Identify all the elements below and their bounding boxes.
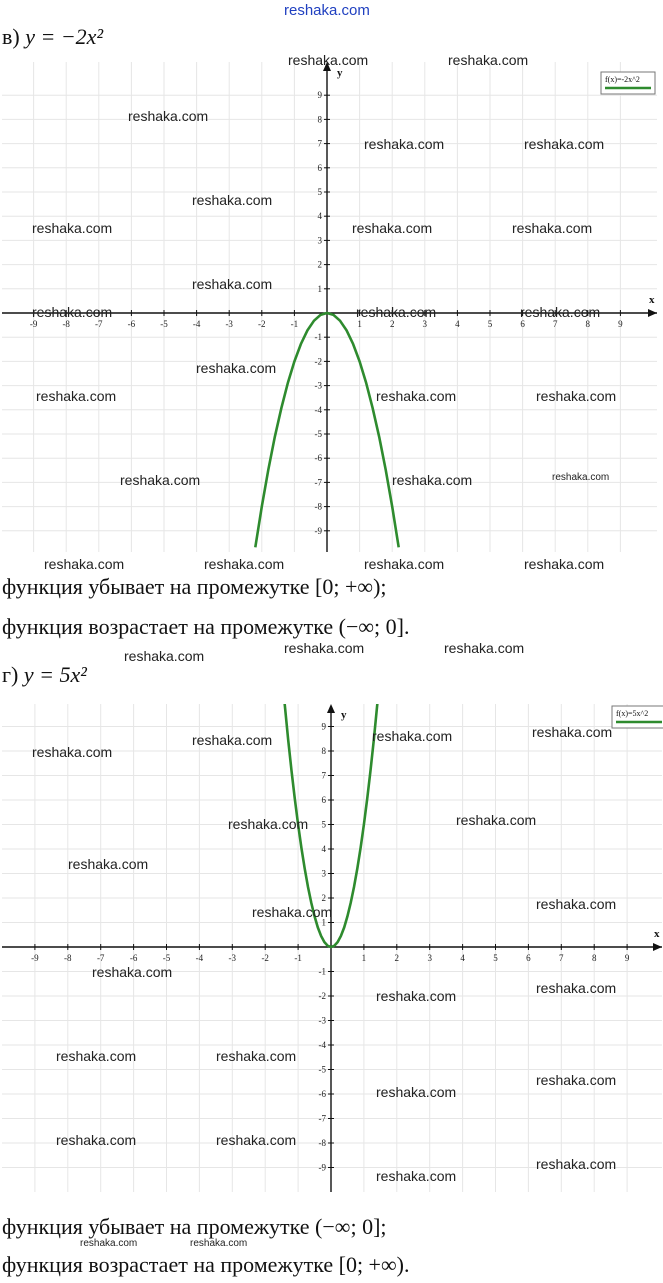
x-tick-label: 8: [585, 319, 591, 329]
x-tick-label: -3: [225, 319, 233, 329]
y-tick-label: 9: [321, 721, 326, 732]
y-tick-label: -1: [318, 966, 326, 977]
y-tick-label: 3: [317, 235, 322, 246]
y-tick-label: 9: [317, 90, 322, 101]
x-tick-label: -5: [160, 319, 168, 329]
y-tick-label: 1: [321, 917, 326, 928]
x-tick-label: 9: [624, 953, 630, 963]
y-axis-arrow: [327, 704, 335, 713]
x-tick-label: -2: [261, 953, 269, 963]
y-tick-label: -9: [314, 525, 322, 536]
part-v-equation: y = −2x²: [25, 24, 104, 49]
x-tick-label: -8: [62, 319, 70, 329]
watermark: reshaka.com: [364, 136, 445, 152]
x-tick-label: -6: [129, 953, 138, 963]
x-tick-label: 7: [559, 953, 564, 963]
watermark-small: reshaka.com: [552, 472, 610, 483]
x-axis-arrow: [648, 309, 657, 317]
x-tick-label: 6: [520, 319, 525, 329]
y-tick-label: 2: [317, 259, 322, 270]
y-tick-label: 8: [317, 114, 322, 125]
watermark: reshaka.com: [512, 220, 593, 236]
watermark: reshaka.com: [444, 640, 525, 656]
watermark: reshaka.com: [128, 108, 209, 124]
x-tick-label: 5: [493, 953, 498, 963]
legend-label: f(x)=5x^2: [616, 709, 649, 718]
part-v-increasing-text: функция возрастает на промежутке (−∞; 0].: [2, 614, 410, 639]
watermark: reshaka.com: [252, 904, 333, 920]
x-tick-label: -1: [290, 319, 299, 329]
watermark: reshaka.com: [524, 556, 605, 572]
y-tick-label: 1: [317, 283, 322, 294]
x-tick-label: 1: [357, 319, 362, 329]
watermark: reshaka.com: [32, 220, 113, 236]
watermark: reshaka.com: [216, 1048, 297, 1064]
watermark: reshaka.com: [536, 1072, 617, 1088]
watermark: reshaka.com: [92, 964, 173, 980]
watermark: reshaka.com: [120, 472, 201, 488]
watermark: reshaka.com: [216, 1132, 297, 1148]
watermark: reshaka.com: [456, 812, 537, 828]
watermark: reshaka.com: [352, 220, 433, 236]
watermark: reshaka.com: [32, 304, 113, 320]
x-axis-arrow: [653, 943, 662, 951]
watermark: reshaka.com: [228, 816, 309, 832]
part-v-decreasing-text: функция убывает на промежутке [0; +∞);: [2, 574, 387, 599]
y-tick-label: -8: [318, 1138, 326, 1148]
watermark-small: reshaka.com: [190, 1238, 248, 1249]
watermark: reshaka.com: [192, 732, 273, 748]
watermark: reshaka.com: [364, 556, 445, 572]
y-tick-label: 3: [321, 868, 326, 879]
y-tick-label: -7: [314, 477, 322, 488]
y-tick-label: -4: [314, 404, 322, 415]
x-axis-label: x: [654, 928, 660, 940]
watermark: reshaka.com: [524, 136, 605, 152]
watermark: reshaka.com: [56, 1132, 137, 1148]
y-tick-label: -2: [318, 991, 326, 1001]
part-g-equation: y = 5x²: [23, 662, 87, 687]
x-axis-label: x: [649, 294, 655, 306]
part-v-label: [2, 24, 103, 50]
y-tick-label: -1: [314, 332, 322, 343]
part-g-increasing-text: функция возрастает на промежутке [0; +∞).: [2, 1252, 410, 1277]
watermark: reshaka.com: [44, 556, 125, 572]
x-tick-label: -8: [64, 953, 72, 963]
watermark: reshaka.com: [536, 1156, 617, 1172]
y-tick-label: 7: [317, 138, 322, 149]
watermark: reshaka.com: [376, 1084, 457, 1100]
watermark: reshaka.com: [124, 648, 205, 664]
y-tick-label: -6: [318, 1089, 326, 1099]
watermark: reshaka.com: [356, 304, 437, 320]
x-tick-label: 4: [455, 319, 460, 329]
x-tick-label: -4: [195, 953, 204, 963]
legend: [601, 72, 655, 94]
x-tick-label: -2: [258, 319, 266, 329]
watermark: reshaka.com: [536, 388, 617, 404]
x-tick-label: 6: [526, 953, 531, 963]
y-tick-label: 4: [317, 211, 322, 222]
y-tick-label: 6: [317, 162, 322, 173]
x-tick-label: -7: [96, 953, 105, 963]
x-tick-label: 2: [394, 953, 400, 963]
y-tick-label: 2: [321, 893, 326, 903]
watermark: reshaka.com: [204, 556, 285, 572]
x-tick-label: -9: [29, 319, 38, 329]
y-tick-label: 8: [321, 746, 326, 756]
watermark: reshaka.com: [192, 276, 273, 292]
watermark: reshaka.com: [532, 724, 613, 740]
watermark: reshaka.com: [284, 640, 365, 656]
x-tick-label: 8: [591, 953, 597, 963]
watermark: reshaka.com: [376, 1168, 457, 1184]
x-tick-label: 3: [427, 953, 432, 963]
y-tick-label: -4: [318, 1040, 326, 1050]
y-tick-label: -5: [314, 429, 322, 439]
part-g-decreasing-text: функция убывает на промежутке (−∞; 0];: [2, 1214, 387, 1239]
y-tick-label: -5: [318, 1064, 326, 1075]
chart-part-g: [0, 702, 663, 1198]
part-g-prefix: г): [2, 662, 19, 687]
y-axis-label: y: [337, 67, 343, 79]
x-tick-label: 9: [618, 319, 623, 329]
watermark: reshaka.com: [448, 52, 529, 68]
y-tick-label: -9: [318, 1162, 326, 1173]
x-tick-label: 3: [422, 319, 428, 329]
y-tick-label: -8: [314, 501, 322, 512]
watermark: reshaka.com: [56, 1048, 137, 1064]
y-axis-label: y: [341, 709, 347, 721]
y-tick-label: 6: [321, 795, 326, 805]
watermark: reshaka.com: [196, 360, 277, 376]
y-tick-label: -6: [314, 453, 322, 464]
watermark: reshaka.com: [376, 988, 457, 1004]
x-tick-label: -6: [127, 319, 136, 329]
y-tick-label: 5: [321, 819, 326, 830]
legend: [612, 706, 663, 728]
y-tick-label: -3: [318, 1015, 326, 1026]
x-tick-label: -9: [31, 953, 39, 963]
y-tick-label: 7: [321, 770, 326, 781]
x-tick-label: -1: [294, 953, 302, 963]
x-tick-label: 2: [389, 319, 395, 329]
x-tick-label: -4: [192, 319, 201, 329]
watermark: reshaka.com: [392, 472, 473, 488]
watermark: reshaka.com: [520, 304, 601, 320]
y-tick-label: -7: [318, 1113, 326, 1124]
watermark: reshaka.com: [372, 728, 453, 744]
watermark: reshaka.com: [192, 192, 273, 208]
y-tick-label: 5: [317, 187, 322, 197]
site-header: reshaka.com: [284, 2, 370, 19]
watermark: reshaka.com: [288, 52, 369, 68]
x-tick-label: -7: [95, 319, 103, 329]
watermark: reshaka.com: [32, 744, 113, 760]
watermark: reshaka.com: [36, 388, 117, 404]
watermark-small: reshaka.com: [80, 1238, 138, 1249]
part-g-label: [2, 662, 87, 688]
watermark: reshaka.com: [536, 980, 617, 996]
x-tick-label: 1: [361, 953, 367, 963]
y-tick-label: -3: [314, 380, 322, 391]
x-tick-label: 5: [487, 319, 493, 329]
watermark: reshaka.com: [68, 856, 149, 872]
watermark: reshaka.com: [536, 896, 617, 912]
x-tick-label: -3: [228, 953, 237, 963]
part-v-prefix: в): [2, 24, 20, 49]
y-tick-label: -2: [314, 356, 322, 367]
watermark: reshaka.com: [376, 388, 457, 404]
y-tick-label: 4: [321, 844, 326, 854]
legend-label: f(x)=-2x^2: [605, 75, 640, 84]
x-tick-label: -5: [162, 953, 171, 963]
x-tick-label: 7: [552, 319, 558, 329]
x-tick-label: 4: [460, 953, 465, 963]
